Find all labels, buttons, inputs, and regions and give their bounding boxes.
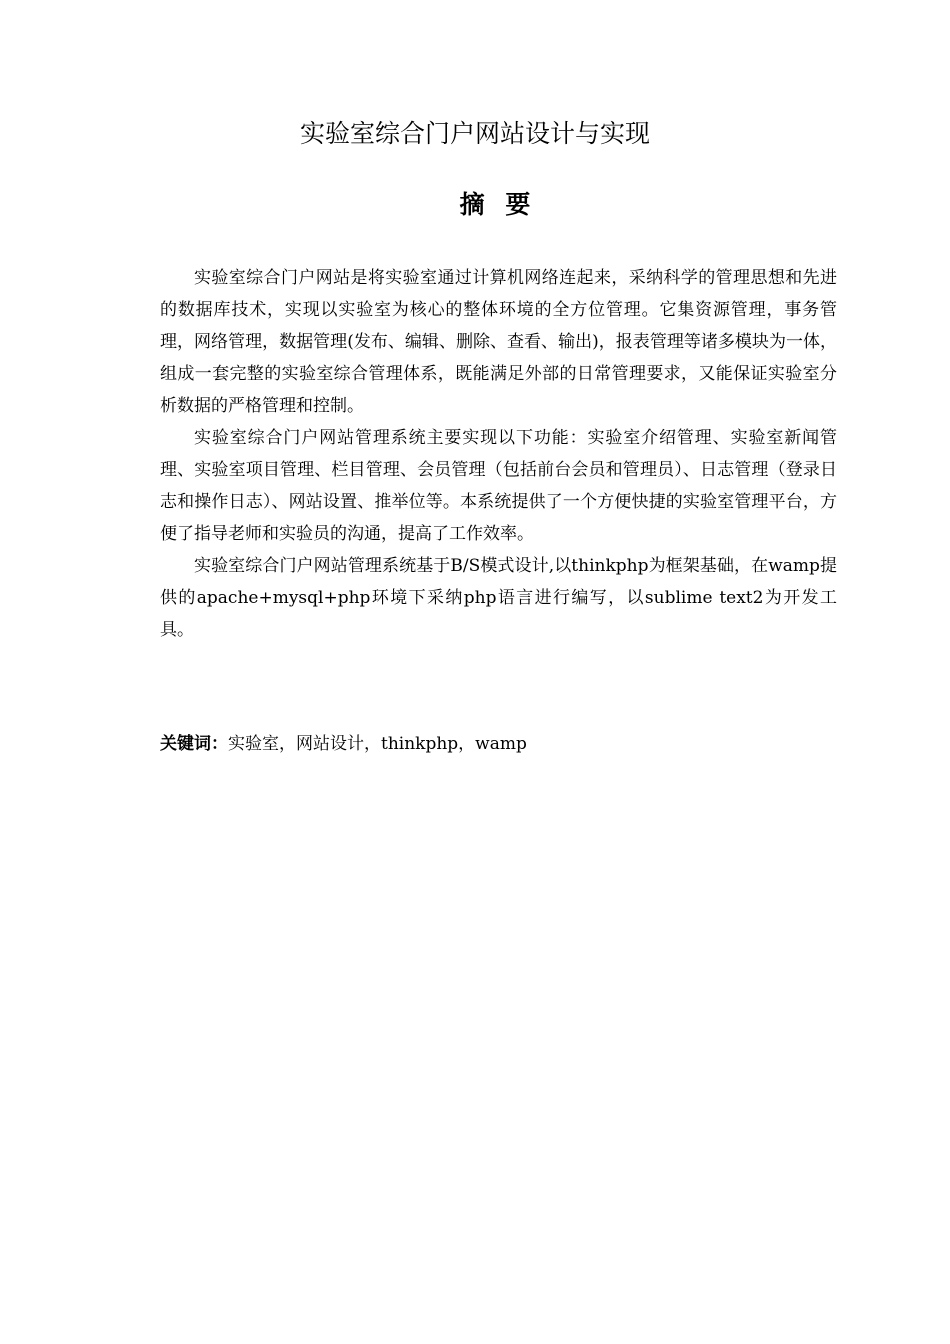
abstract-heading: 摘 要 [459,190,537,219]
keywords-line [160,728,837,760]
keywords-value: 实验室，网站设计，thinkphp，wamp [228,734,527,754]
abstract-paragraph-3: 实验室综合门户网站管理系统基于B/S模式设计,以thinkphp为框架基础，在wamp提供的apache+mysql+php环境下采纳php语言进行编写，以sublime text2为开发工具。 [160,556,837,640]
abstract-body [160,262,837,646]
abstract-paragraph-2: 实验室综合门户网站管理系统主要实现以下功能：实验室介绍管理、实验室新闻管理、实验室项目管理、栏目管理、会员管理（包括前台会员和管理员）、日志管理（登录日志和操作日志）、网站设置、推举位等。本系统提供了一个方便快捷的实验室管理平台，方便了指导老师和实验员的沟通，提高了工作效率。 [160,428,837,544]
document-title: 实验室综合门户网站设计与实现 [299,119,650,148]
keywords-label: 关键词： [160,734,228,754]
abstract-paragraph-1: 实验室综合门户网站是将实验室通过计算机网络连起来，采纳科学的管理思想和先进的数据库技术，实现以实验室为核心的整体环境的全方位管理。它集资源管理，事务管理，网络管理，数据管理(发布、编辑、删除、查看、输出)，报表管理等诸多模块为一体，组成一套完整的实验室综合管理体系，既能满足外部的日常管理要求，又能保证实验室分析数据的严格管理和控制。 [160,268,837,416]
